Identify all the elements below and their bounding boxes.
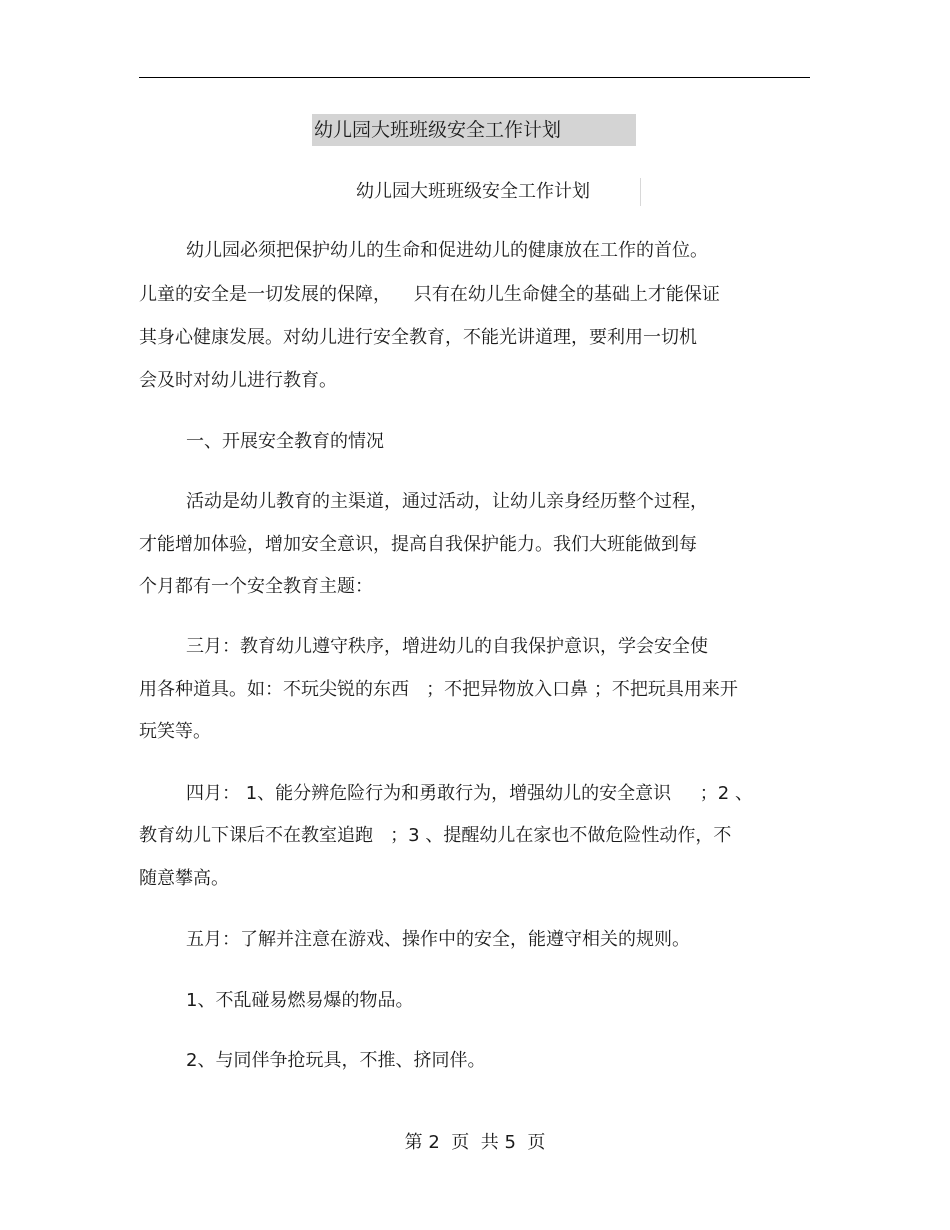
may-line-1: 五月：了解并注意在游戏、操作中的安全，能遵守相关的规则。: [186, 929, 690, 950]
section-heading: 一、开展安全教育的情况: [186, 431, 384, 452]
activity-line-1: 活动是幼儿教育的主渠道，通过活动，让幼儿亲身经历整个过程，: [186, 491, 708, 512]
document-title: 幼儿园大班班级安全工作计划: [356, 178, 641, 206]
may-item-2: 2、与同伴争抢玩具，不推、挤同伴。: [186, 1050, 486, 1071]
activity-line-3: 个月都有一个安全教育主题：: [139, 576, 373, 597]
page-footer: 第 2 页 共 5 页: [404, 1132, 546, 1153]
intro-line-1: 幼儿园必须把保护幼儿的生命和促进幼儿的健康放在工作的首位。: [186, 240, 708, 261]
march-line-2: 用各种道具。如：不玩尖锐的东西 ；不把异物放入口鼻 ；不把玩具用来开: [139, 679, 738, 700]
april-line-2: 教育幼儿下课后不在教室追跑 ；3 、提醒幼儿在家也不做危险性动作，不: [139, 825, 732, 846]
april-line-3: 随意攀高。: [139, 868, 229, 889]
intro-line-2: 儿童的安全是一切发展的保障， 只有在幼儿生命健全的基础上才能保证: [139, 284, 720, 305]
april-line-1: 四月： 1、能分辨危险行为和勇敢行为，增强幼儿的安全意识 ；2 、: [186, 783, 753, 804]
header-title: 幼儿园大班班级安全工作计划: [312, 114, 636, 146]
activity-line-2: 才能增加体验，增加安全意识，提高自我保护能力。我们大班能做到每: [139, 534, 697, 555]
may-item-1: 1、不乱碰易燃易爆的物品。: [186, 990, 414, 1011]
intro-line-3: 其身心健康发展。对幼儿进行安全教育，不能光讲道理，要利用一切机: [139, 327, 697, 348]
header-rule: [139, 77, 810, 78]
intro-line-4: 会及时对幼儿进行教育。: [139, 370, 337, 391]
march-line-3: 玩笑等。: [139, 721, 211, 742]
march-line-1: 三月：教育幼儿遵守秩序，增进幼儿的自我保护意识，学会安全使: [186, 636, 708, 657]
